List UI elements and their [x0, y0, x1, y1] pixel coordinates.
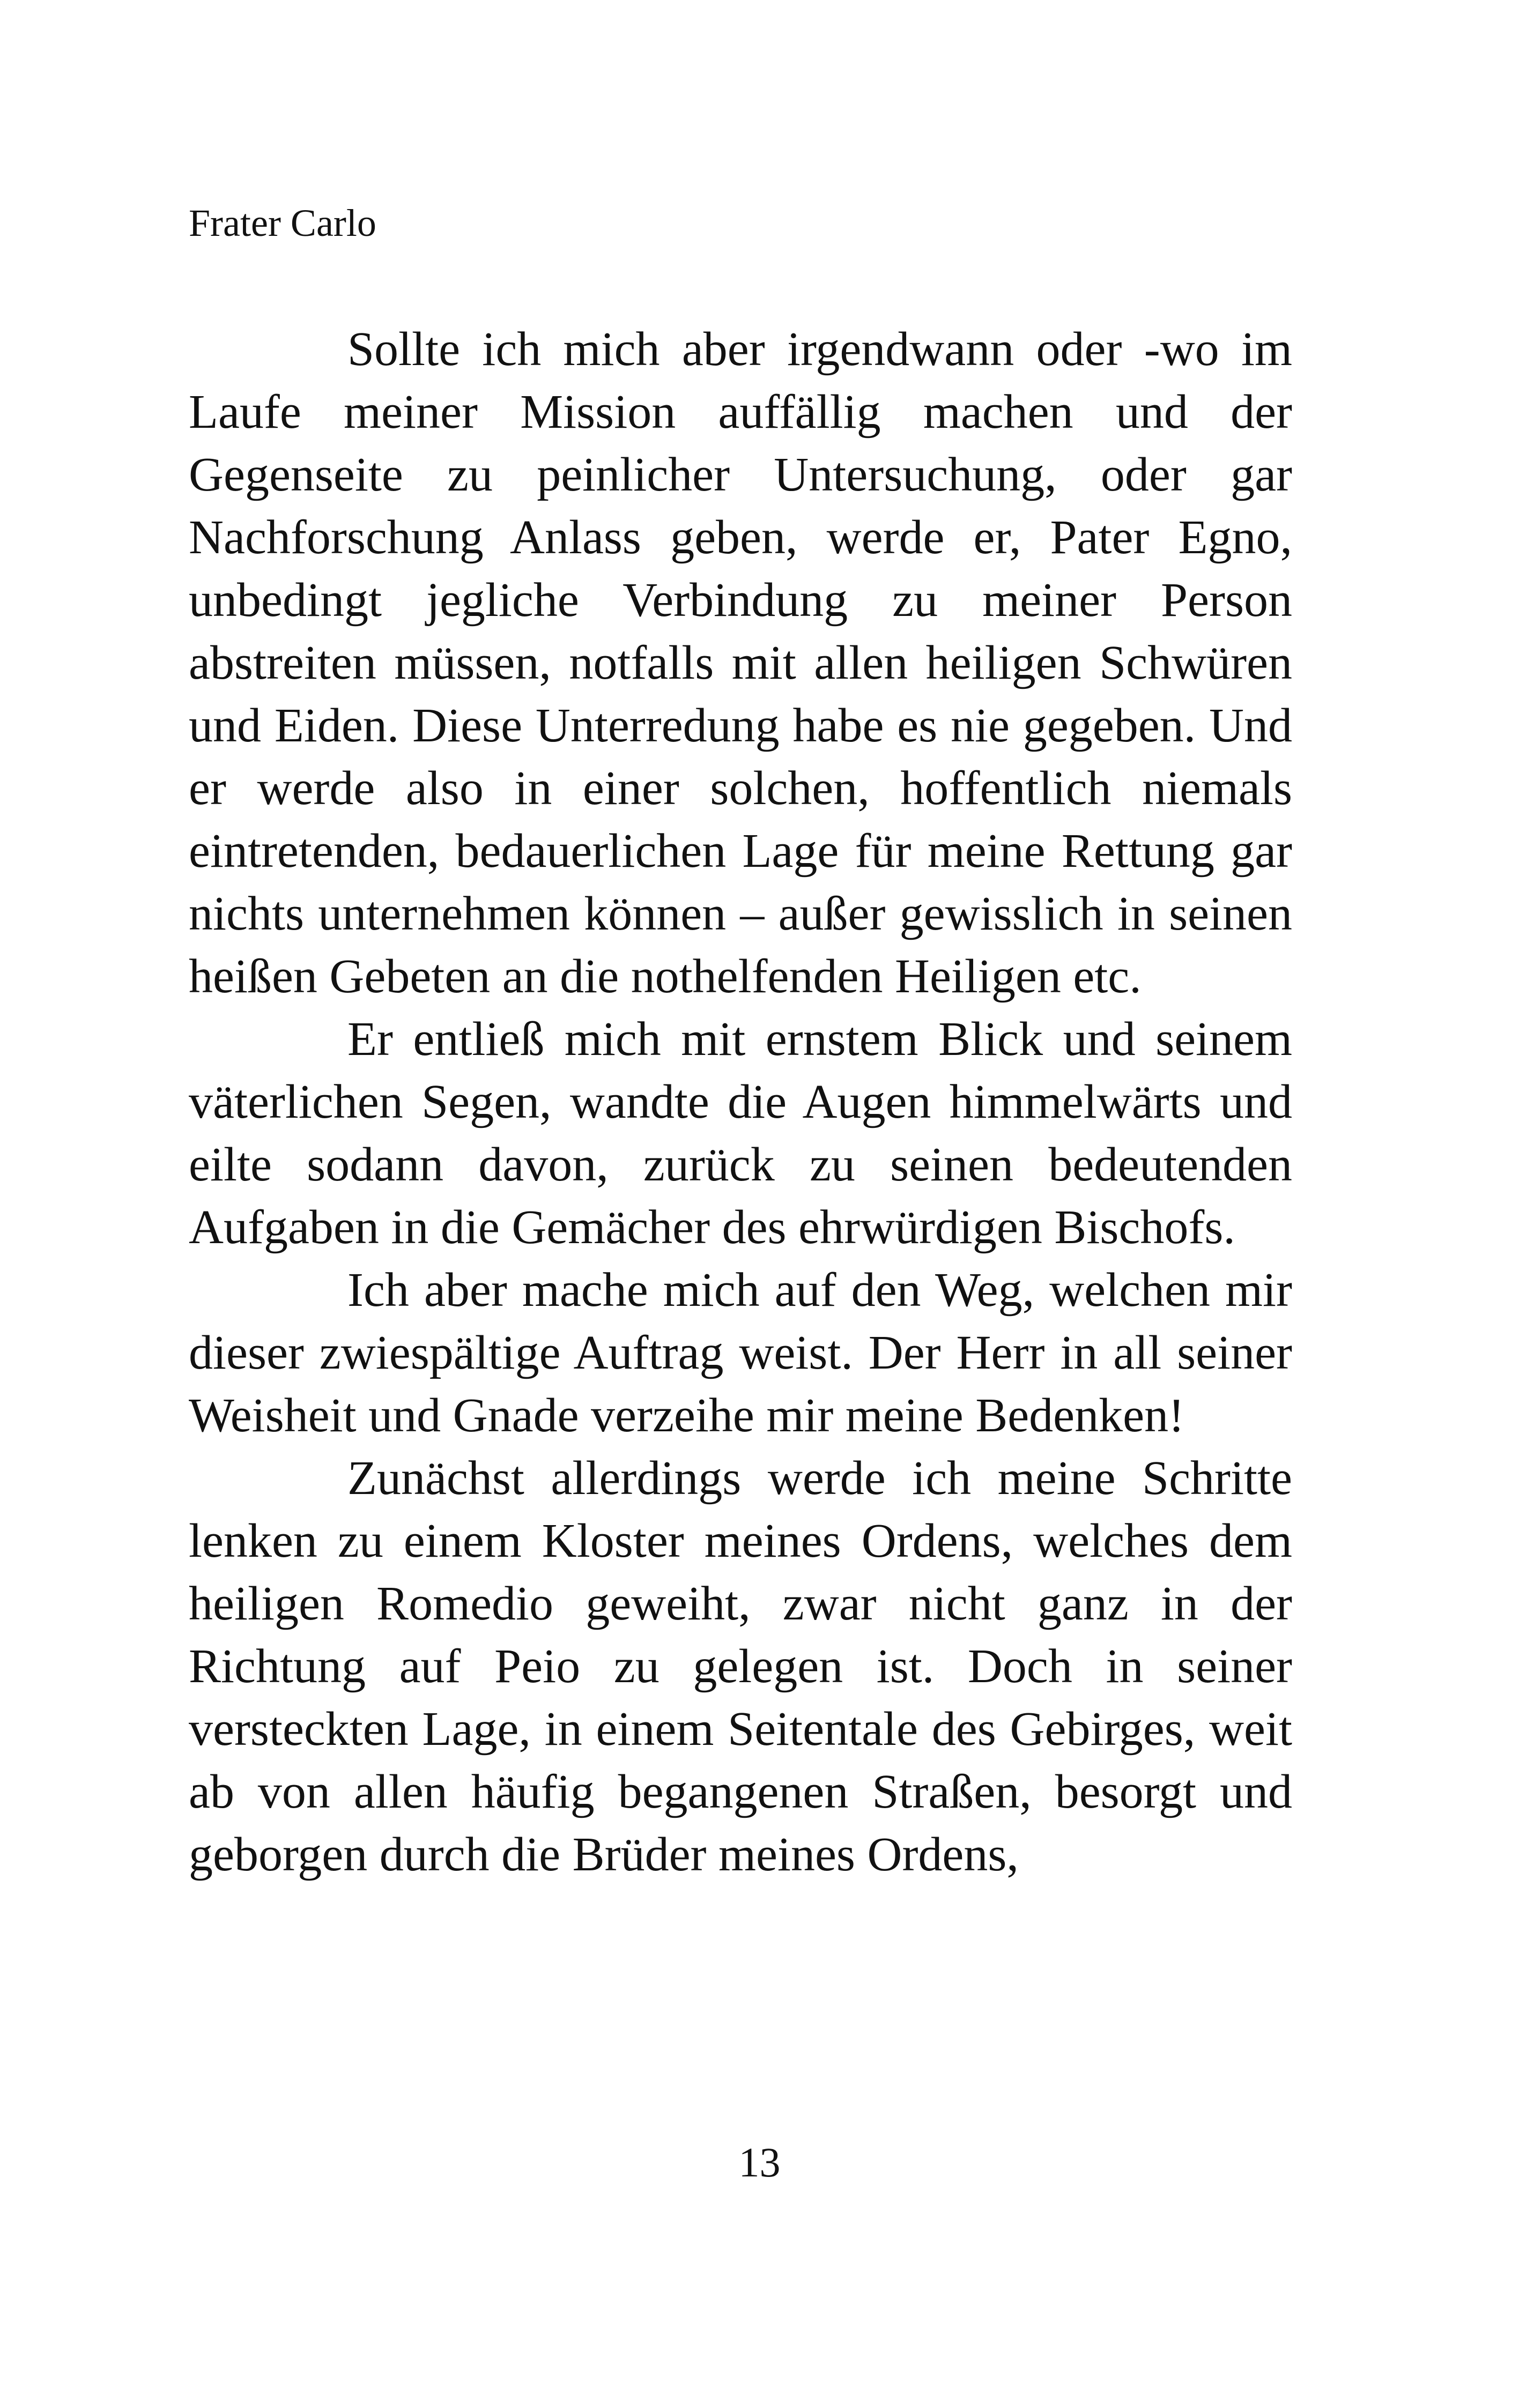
paragraph: Zunächst allerdings werde ich meine Schritte lenken zu einem Kloster meines Ordens, welches dem heiligen Romedio geweiht, zwar nicht ganz in der Richtung auf Peio zu gelegen ist. Doch in seiner versteckten Lage, in einem Seitentale des Gebirges, weit ab von allen häufig begangenen Straßen, besorgt und geborgen durch die Brüder meines Ordens, [189, 1452, 1292, 1881]
paragraph: Er entließ mich mit ernstem Blick und seinem väterlichen Segen, wandte die Augen himmelwärts und eilte sodann davon, zurück zu seinen bedeutenden Aufgaben in die Gemächer des ehrwürdigen Bischofs. [189, 1013, 1292, 1254]
running-header: Frater Carlo [189, 202, 376, 244]
page-number: 13 [738, 2139, 781, 2186]
paragraph: Sollte ich mich aber irgendwann oder -wo im Laufe meiner Mission auffällig machen und der Gegenseite zu peinlicher Untersuchung, oder gar Nachforschung Anlass geben, werde er, Pater Egno, unbedingt jegliche Verbindung zu meiner Person abstreiten müssen, notfalls mit allen heiligen Schwüren und Eiden. Diese Unterredung habe es nie gegeben. Und er werde also in einer solchen, hoffentlich niemals eintretenden, bedauerlichen Lage für meine Rettung gar nichts unternehmen können – außer gewisslich in seinen heißen Gebeten an die nothelfenden Heiligen etc. [189, 323, 1292, 1003]
paragraph: Ich aber mache mich auf den Weg, welchen mir dieser zwiespältige Auftrag weist. Der Herr in all seiner Weisheit und Gnade verzeihe mir meine Bedenken! [189, 1264, 1292, 1442]
body-text [189, 318, 1292, 1886]
